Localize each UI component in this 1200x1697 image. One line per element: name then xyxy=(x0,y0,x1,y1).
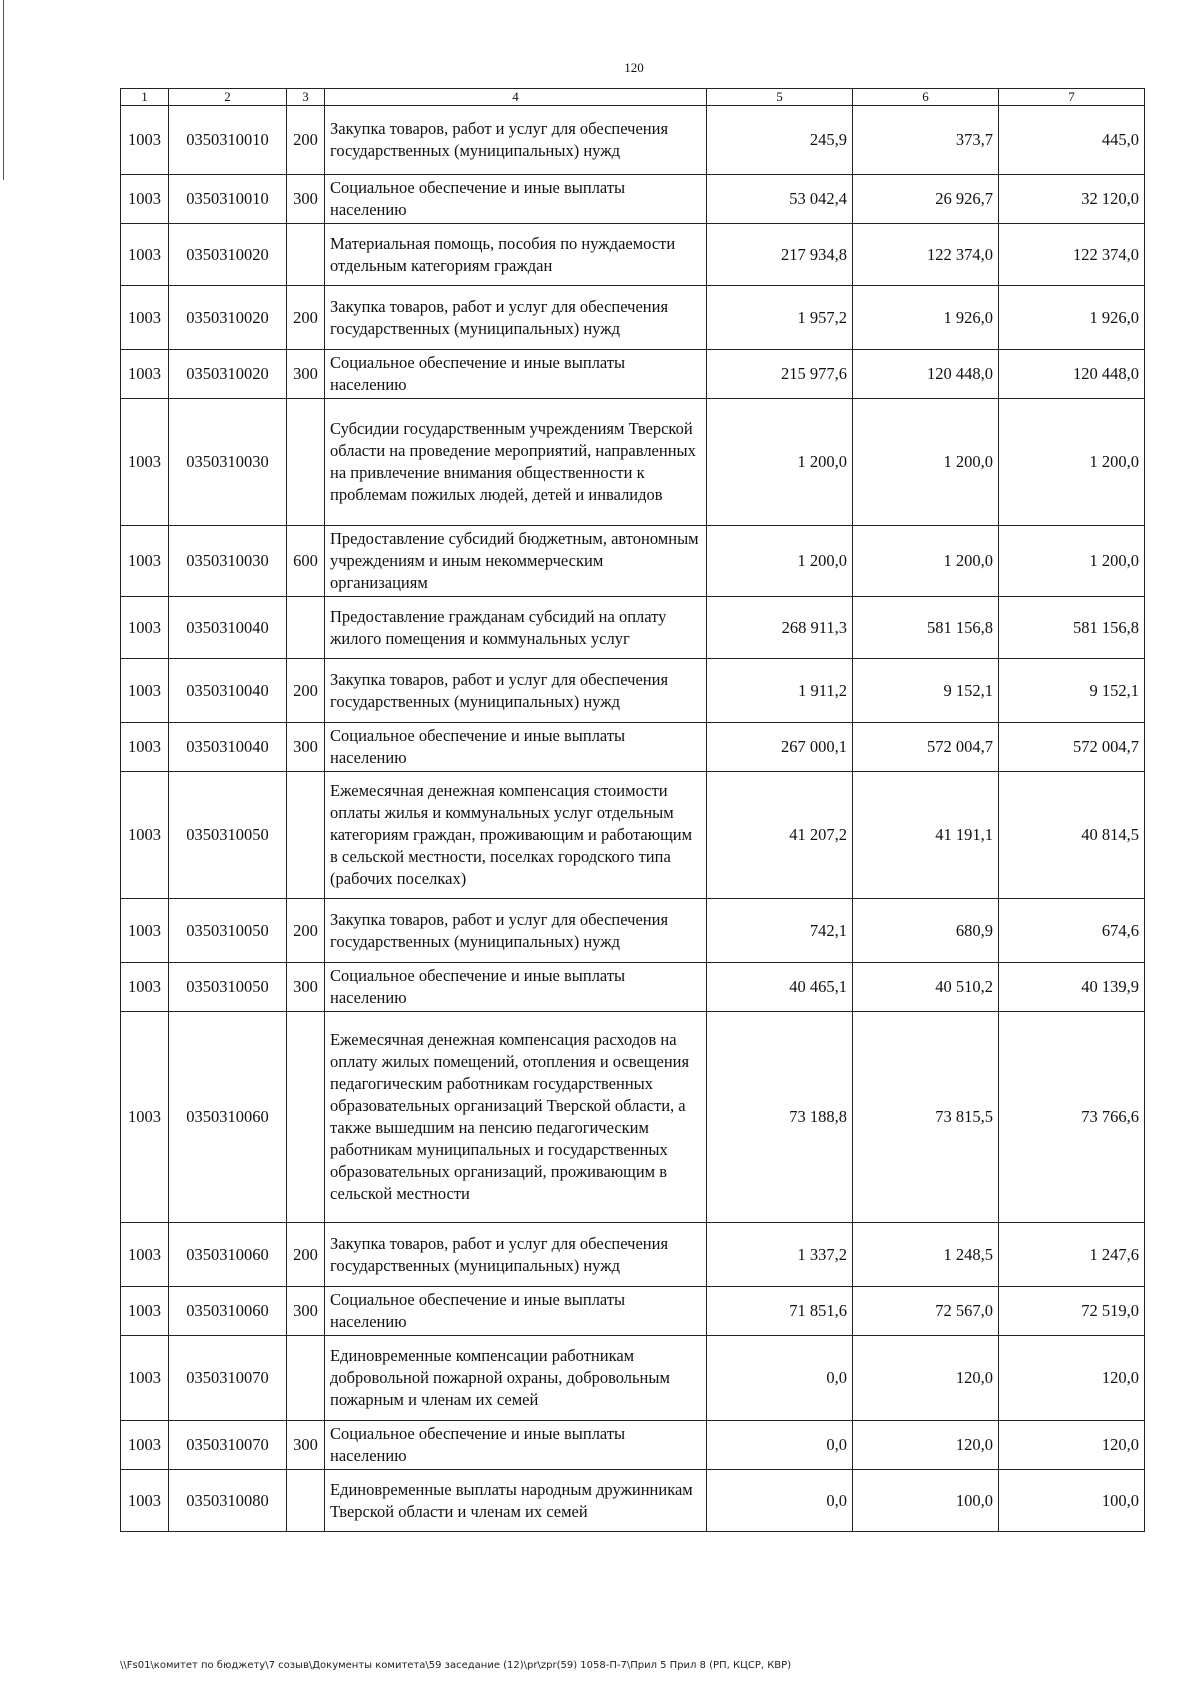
amount-col7-cell: 445,0 xyxy=(999,106,1145,175)
target-article-cell: 0350310030 xyxy=(169,399,287,526)
item-name-cell: Единовременные выплаты народным дружинникам Тверской области и членам их семей xyxy=(325,1470,707,1532)
column-header: 6 xyxy=(853,89,999,106)
expense-type-cell: 300 xyxy=(287,1287,325,1336)
footer-file-path: \\Fs01\комитет по бюджету\7 созыв\Документы комитета\59 заседание (12)\pr\zpr(59) 1058-П-7\Прил 5 Прил 8 (РП, КЦСР, КВР) xyxy=(120,1660,792,1671)
target-article-cell: 0350310060 xyxy=(169,1012,287,1223)
table-row xyxy=(121,659,1145,723)
section-code-cell: 1003 xyxy=(121,224,169,286)
table-row xyxy=(121,1470,1145,1532)
section-code-cell: 1003 xyxy=(121,175,169,224)
amount-col6-cell: 41 191,1 xyxy=(853,772,999,899)
amount-col7-cell: 572 004,7 xyxy=(999,723,1145,772)
section-code-cell: 1003 xyxy=(121,963,169,1012)
amount-col5-cell: 267 000,1 xyxy=(707,723,853,772)
amount-col6-cell: 1 200,0 xyxy=(853,526,999,597)
amount-col6-cell: 373,7 xyxy=(853,106,999,175)
item-name-cell: Социальное обеспечение и иные выплаты населению xyxy=(325,1421,707,1470)
amount-col7-cell: 40 139,9 xyxy=(999,963,1145,1012)
amount-col6-cell: 1 926,0 xyxy=(853,286,999,350)
target-article-cell: 0350310070 xyxy=(169,1336,287,1421)
section-code-cell: 1003 xyxy=(121,1421,169,1470)
amount-col7-cell: 120,0 xyxy=(999,1336,1145,1421)
item-name-cell: Социальное обеспечение и иные выплаты населению xyxy=(325,1287,707,1336)
table-row xyxy=(121,106,1145,175)
item-name-cell: Субсидии государственным учреждениям Тверской области на проведение мероприятий, направленных на привлечение внимания общественности к проблемам пожилых людей, детей и инвалидов xyxy=(325,399,707,526)
amount-col7-cell: 72 519,0 xyxy=(999,1287,1145,1336)
amount-col6-cell: 26 926,7 xyxy=(853,175,999,224)
amount-col6-cell: 680,9 xyxy=(853,899,999,963)
target-article-cell: 0350310040 xyxy=(169,723,287,772)
amount-col5-cell: 245,9 xyxy=(707,106,853,175)
target-article-cell: 0350310030 xyxy=(169,526,287,597)
table-row xyxy=(121,899,1145,963)
expense-type-cell: 200 xyxy=(287,659,325,723)
amount-col7-cell: 73 766,6 xyxy=(999,1012,1145,1223)
table-row xyxy=(121,350,1145,399)
amount-col5-cell: 268 911,3 xyxy=(707,597,853,659)
amount-col6-cell: 100,0 xyxy=(853,1470,999,1532)
target-article-cell: 0350310050 xyxy=(169,772,287,899)
section-code-cell: 1003 xyxy=(121,772,169,899)
amount-col7-cell: 1 247,6 xyxy=(999,1223,1145,1287)
section-code-cell: 1003 xyxy=(121,597,169,659)
item-name-cell: Ежемесячная денежная компенсация расходов на оплату жилых помещений, отопления и освещения педагогическим работникам государственных образовательных организаций Тверской области, а также вышедшим на пенсию педагогическим работникам муниципальных и государственных образовательных организаций, проживающим в сельской местности xyxy=(325,1012,707,1223)
target-article-cell: 0350310060 xyxy=(169,1223,287,1287)
amount-col6-cell: 1 248,5 xyxy=(853,1223,999,1287)
expense-type-cell xyxy=(287,597,325,659)
amount-col7-cell: 120 448,0 xyxy=(999,350,1145,399)
table-row xyxy=(121,286,1145,350)
amount-col7-cell: 32 120,0 xyxy=(999,175,1145,224)
expense-type-cell: 600 xyxy=(287,526,325,597)
section-code-cell: 1003 xyxy=(121,106,169,175)
section-code-cell: 1003 xyxy=(121,1223,169,1287)
expense-type-cell: 200 xyxy=(287,106,325,175)
amount-col5-cell: 0,0 xyxy=(707,1421,853,1470)
target-article-cell: 0350310020 xyxy=(169,286,287,350)
amount-col6-cell: 581 156,8 xyxy=(853,597,999,659)
column-header: 1 xyxy=(121,89,169,106)
item-name-cell: Закупка товаров, работ и услуг для обеспечения государственных (муниципальных) нужд xyxy=(325,106,707,175)
amount-col7-cell: 100,0 xyxy=(999,1470,1145,1532)
amount-col5-cell: 0,0 xyxy=(707,1336,853,1421)
table-row xyxy=(121,224,1145,286)
item-name-cell: Предоставление гражданам субсидий на оплату жилого помещения и коммунальных услуг xyxy=(325,597,707,659)
table-row xyxy=(121,597,1145,659)
amount-col5-cell: 1 200,0 xyxy=(707,399,853,526)
target-article-cell: 0350310040 xyxy=(169,659,287,723)
section-code-cell: 1003 xyxy=(121,1012,169,1223)
amount-col5-cell: 73 188,8 xyxy=(707,1012,853,1223)
section-code-cell: 1003 xyxy=(121,286,169,350)
item-name-cell: Закупка товаров, работ и услуг для обеспечения государственных (муниципальных) нужд xyxy=(325,899,707,963)
target-article-cell: 0350310040 xyxy=(169,597,287,659)
target-article-cell: 0350310060 xyxy=(169,1287,287,1336)
column-header: 2 xyxy=(169,89,287,106)
column-header: 3 xyxy=(287,89,325,106)
column-number-row xyxy=(121,89,1145,106)
expense-type-cell: 300 xyxy=(287,350,325,399)
amount-col7-cell: 1 200,0 xyxy=(999,399,1145,526)
table-row xyxy=(121,772,1145,899)
expense-type-cell: 300 xyxy=(287,723,325,772)
amount-col6-cell: 120,0 xyxy=(853,1336,999,1421)
expense-type-cell xyxy=(287,399,325,526)
expense-type-cell: 300 xyxy=(287,963,325,1012)
amount-col5-cell: 1 911,2 xyxy=(707,659,853,723)
section-code-cell: 1003 xyxy=(121,1336,169,1421)
section-code-cell: 1003 xyxy=(121,1470,169,1532)
amount-col5-cell: 1 337,2 xyxy=(707,1223,853,1287)
amount-col5-cell: 1 200,0 xyxy=(707,526,853,597)
item-name-cell: Закупка товаров, работ и услуг для обеспечения государственных (муниципальных) нужд xyxy=(325,659,707,723)
amount-col6-cell: 120,0 xyxy=(853,1421,999,1470)
amount-col7-cell: 1 200,0 xyxy=(999,526,1145,597)
section-code-cell: 1003 xyxy=(121,1287,169,1336)
section-code-cell: 1003 xyxy=(121,350,169,399)
amount-col6-cell: 72 567,0 xyxy=(853,1287,999,1336)
expense-type-cell xyxy=(287,1012,325,1223)
expense-type-cell xyxy=(287,1470,325,1532)
table-row xyxy=(121,1336,1145,1421)
target-article-cell: 0350310080 xyxy=(169,1470,287,1532)
table-row xyxy=(121,526,1145,597)
item-name-cell: Материальная помощь, пособия по нуждаемости отдельным категориям граждан xyxy=(325,224,707,286)
table-row xyxy=(121,1287,1145,1336)
expense-type-cell xyxy=(287,1336,325,1421)
amount-col5-cell: 53 042,4 xyxy=(707,175,853,224)
column-header: 4 xyxy=(325,89,707,106)
column-header: 7 xyxy=(999,89,1145,106)
amount-col7-cell: 581 156,8 xyxy=(999,597,1145,659)
item-name-cell: Социальное обеспечение и иные выплаты населению xyxy=(325,963,707,1012)
amount-col5-cell: 0,0 xyxy=(707,1470,853,1532)
expense-type-cell: 200 xyxy=(287,286,325,350)
page-number: 120 xyxy=(624,60,644,75)
amount-col5-cell: 41 207,2 xyxy=(707,772,853,899)
target-article-cell: 0350310020 xyxy=(169,350,287,399)
amount-col6-cell: 9 152,1 xyxy=(853,659,999,723)
section-code-cell: 1003 xyxy=(121,899,169,963)
amount-col7-cell: 120,0 xyxy=(999,1421,1145,1470)
amount-col5-cell: 1 957,2 xyxy=(707,286,853,350)
table-row xyxy=(121,175,1145,224)
target-article-cell: 0350310010 xyxy=(169,175,287,224)
target-article-cell: 0350310070 xyxy=(169,1421,287,1470)
item-name-cell: Ежемесячная денежная компенсация стоимости оплаты жилья и коммунальных услуг отдельным категориям граждан, проживающим и работающим в сельской местности, поселках городского типа (рабочих поселках) xyxy=(325,772,707,899)
table-row xyxy=(121,723,1145,772)
expense-type-cell: 200 xyxy=(287,1223,325,1287)
table-row xyxy=(121,1223,1145,1287)
column-header: 5 xyxy=(707,89,853,106)
item-name-cell: Социальное обеспечение и иные выплаты населению xyxy=(325,723,707,772)
item-name-cell: Социальное обеспечение и иные выплаты населению xyxy=(325,175,707,224)
scan-edge-line xyxy=(3,0,4,180)
amount-col7-cell: 122 374,0 xyxy=(999,224,1145,286)
expense-type-cell: 300 xyxy=(287,1421,325,1470)
amount-col5-cell: 217 934,8 xyxy=(707,224,853,286)
section-code-cell: 1003 xyxy=(121,723,169,772)
amount-col6-cell: 1 200,0 xyxy=(853,399,999,526)
table-row xyxy=(121,399,1145,526)
table-row xyxy=(121,963,1145,1012)
section-code-cell: 1003 xyxy=(121,526,169,597)
amount-col7-cell: 1 926,0 xyxy=(999,286,1145,350)
item-name-cell: Закупка товаров, работ и услуг для обеспечения государственных (муниципальных) нужд xyxy=(325,1223,707,1287)
item-name-cell: Предоставление субсидий бюджетным, автономным учреждениям и иным некоммерческим организациям xyxy=(325,526,707,597)
amount-col5-cell: 215 977,6 xyxy=(707,350,853,399)
amount-col7-cell: 9 152,1 xyxy=(999,659,1145,723)
amount-col7-cell: 40 814,5 xyxy=(999,772,1145,899)
amount-col6-cell: 122 374,0 xyxy=(853,224,999,286)
target-article-cell: 0350310020 xyxy=(169,224,287,286)
target-article-cell: 0350310050 xyxy=(169,899,287,963)
section-code-cell: 1003 xyxy=(121,399,169,526)
expense-type-cell: 200 xyxy=(287,899,325,963)
target-article-cell: 0350310010 xyxy=(169,106,287,175)
amount-col6-cell: 572 004,7 xyxy=(853,723,999,772)
table-row xyxy=(121,1421,1145,1470)
amount-col5-cell: 71 851,6 xyxy=(707,1287,853,1336)
amount-col5-cell: 40 465,1 xyxy=(707,963,853,1012)
item-name-cell: Единовременные компенсации работникам добровольной пожарной охраны, добровольным пожарным и членам их семей xyxy=(325,1336,707,1421)
amount-col6-cell: 73 815,5 xyxy=(853,1012,999,1223)
amount-col7-cell: 674,6 xyxy=(999,899,1145,963)
amount-col6-cell: 120 448,0 xyxy=(853,350,999,399)
expense-type-cell xyxy=(287,224,325,286)
section-code-cell: 1003 xyxy=(121,659,169,723)
target-article-cell: 0350310050 xyxy=(169,963,287,1012)
item-name-cell: Социальное обеспечение и иные выплаты населению xyxy=(325,350,707,399)
amount-col5-cell: 742,1 xyxy=(707,899,853,963)
table-row xyxy=(121,1012,1145,1223)
amount-col6-cell: 40 510,2 xyxy=(853,963,999,1012)
item-name-cell: Закупка товаров, работ и услуг для обеспечения государственных (муниципальных) нужд xyxy=(325,286,707,350)
expense-type-cell xyxy=(287,772,325,899)
expense-type-cell: 300 xyxy=(287,175,325,224)
budget-table xyxy=(120,88,1145,1532)
